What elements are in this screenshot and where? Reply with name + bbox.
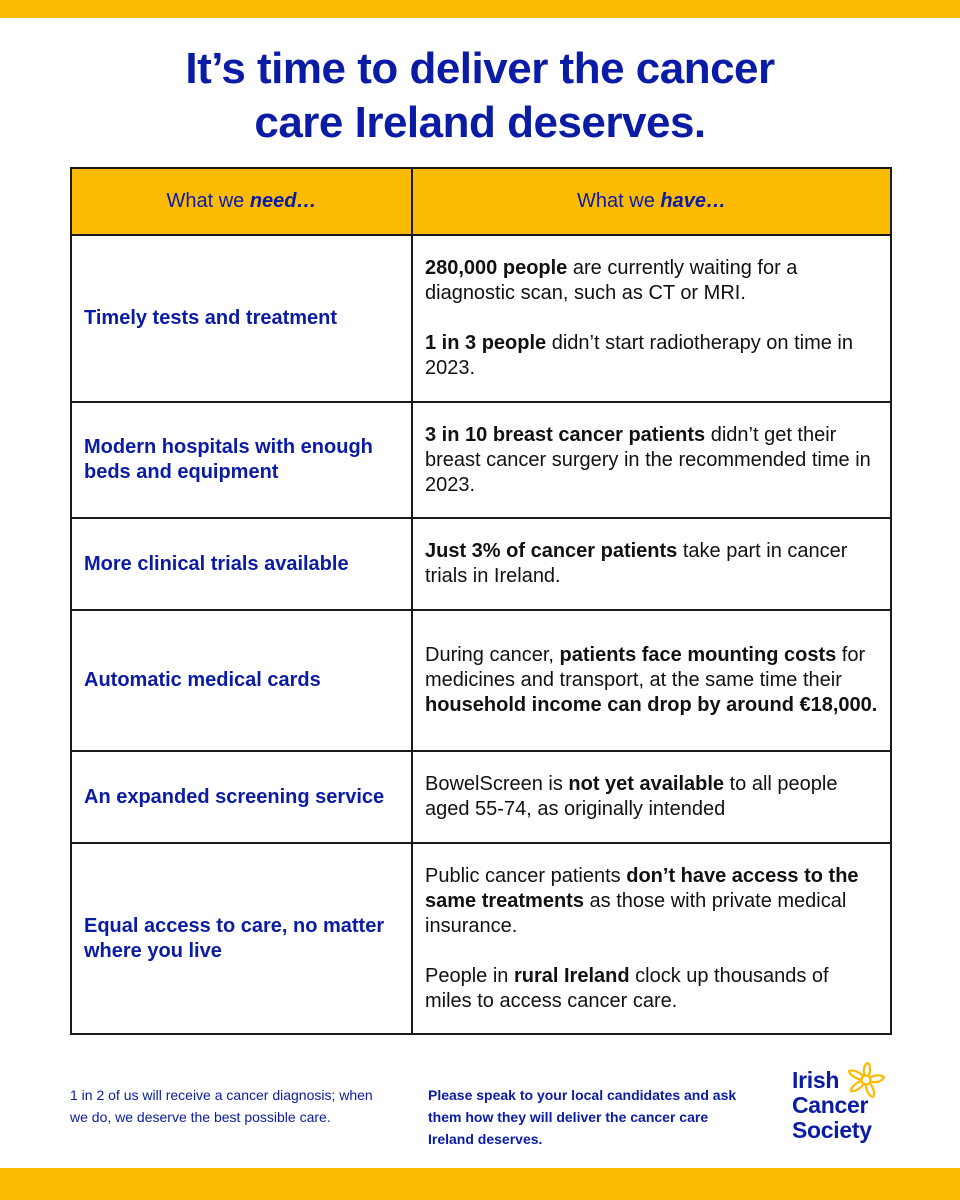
have-cell: During cancer, patients face mounting costs for medicines and transport, at the same time their household income can drop by around €18,000. — [412, 610, 891, 751]
have-cell: 280,000 people are currently waiting for a diagnostic scan, such as CT or MRI. 1 in 3 people didn’t start radiotherapy on time in 2023. — [412, 235, 891, 402]
table-row — [71, 843, 891, 1034]
header-need: What we need… — [71, 168, 412, 235]
table-row — [71, 518, 891, 610]
top-accent-bar — [0, 0, 960, 18]
bottom-accent-bar — [0, 1168, 960, 1200]
table-header-row — [71, 168, 891, 235]
table-row — [71, 751, 891, 843]
have-cell: Public cancer patients don’t have access to the same treatments as those with private medical insurance. People in rural Ireland clock up thousands of miles to access cancer care. — [412, 843, 891, 1034]
logo-wordmark: Irish Cancer Society — [792, 1067, 872, 1143]
table-row — [71, 610, 891, 751]
header-have: What we have… — [412, 168, 891, 235]
headline-line-2: care Ireland deserves. — [254, 98, 706, 147]
have-cell: BowelScreen is not yet available to all people aged 55-74, as originally intended — [412, 751, 891, 843]
needs-vs-haves-table — [70, 167, 892, 1035]
need-cell: Automatic medical cards — [71, 610, 412, 751]
page-headline — [80, 42, 880, 150]
footer-call-to-action: Please speak to your local candidates and ask them how they will deliver the cancer care Ireland deserves. — [428, 1087, 737, 1147]
table-row — [71, 402, 891, 518]
need-cell: An expanded screening service — [71, 751, 412, 843]
need-cell: More clinical trials available — [71, 518, 412, 610]
have-cell: Just 3% of cancer patients take part in cancer trials in Ireland. — [412, 518, 891, 610]
need-cell: Equal access to care, no matter where you live — [71, 843, 412, 1034]
have-cell: 3 in 10 breast cancer patients didn’t get their breast cancer surgery in the recommended time in 2023. — [412, 402, 891, 518]
need-cell: Modern hospitals with enough beds and equipment — [71, 402, 412, 518]
footer-statistic-note: 1 in 2 of us will receive a cancer diagnosis; when we do, we deserve the best possible care. — [70, 1087, 373, 1125]
table-row — [71, 235, 891, 402]
irish-cancer-society-logo — [792, 1060, 902, 1160]
headline-line-1: It’s time to deliver the cancer — [185, 44, 775, 93]
need-cell: Timely tests and treatment — [71, 235, 412, 402]
daffodil-icon — [844, 1060, 888, 1104]
